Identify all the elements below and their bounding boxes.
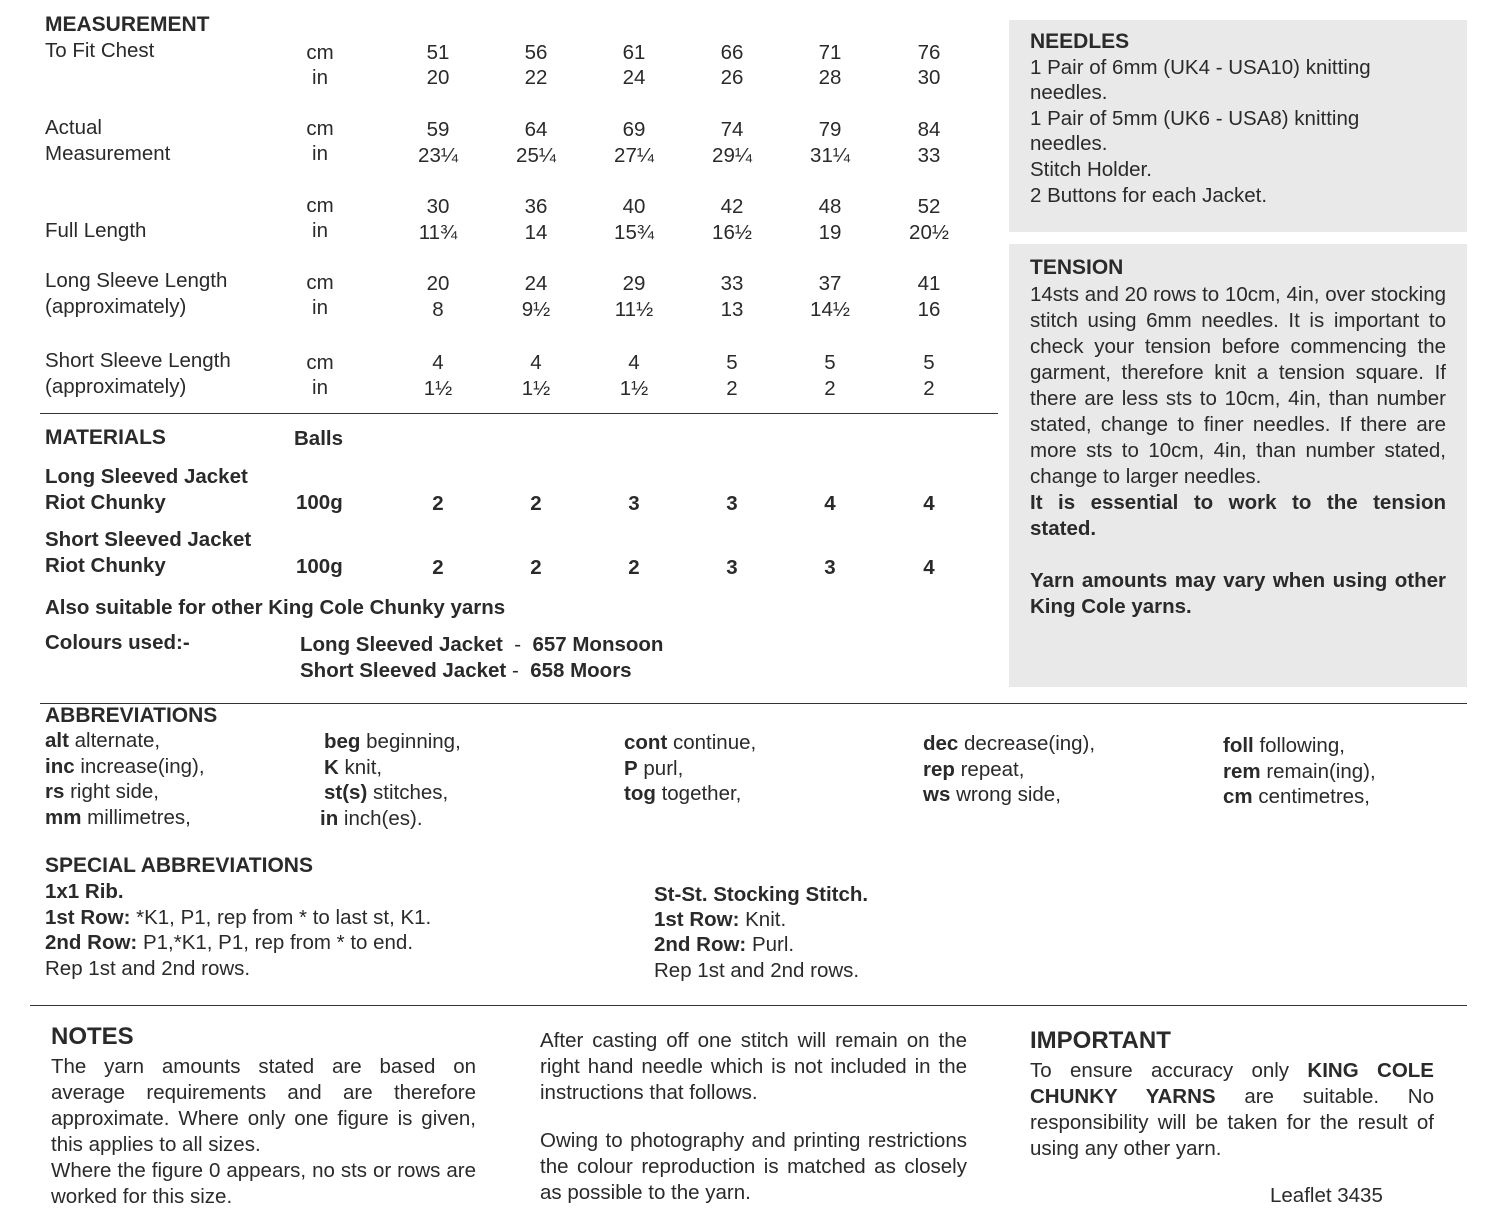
cell: 24 bbox=[622, 66, 646, 89]
material-yarn: Riot Chunky bbox=[45, 491, 166, 514]
cell: 4 bbox=[530, 351, 542, 374]
abbreviation-item: P purl, bbox=[624, 756, 684, 780]
needles-line: 1 Pair of 5mm (UK6 - USA8) knitting bbox=[1030, 107, 1360, 130]
cell: 2 bbox=[824, 377, 836, 400]
unit-cm: cm bbox=[306, 271, 334, 294]
cell: 22 bbox=[524, 66, 548, 89]
row-label: Short Sleeve Length bbox=[45, 349, 231, 372]
abbreviation-item: tog together, bbox=[624, 782, 742, 805]
leaflet-number: Leaflet 3435 bbox=[1270, 1184, 1383, 1207]
stst-title: St-St. Stocking Stitch. bbox=[654, 883, 869, 906]
unit-cm: cm bbox=[306, 194, 334, 217]
cell: 74 bbox=[720, 118, 744, 141]
cell: 27¼ bbox=[614, 144, 654, 167]
divider bbox=[30, 1005, 1467, 1006]
unit-in: in bbox=[312, 142, 328, 165]
rib-repeat: Rep 1st and 2nd rows. bbox=[45, 957, 251, 980]
unit-in: in bbox=[312, 296, 328, 319]
stst-repeat: Rep 1st and 2nd rows. bbox=[654, 959, 860, 982]
unit-in: in bbox=[312, 219, 328, 242]
cell: 1½ bbox=[521, 377, 551, 400]
cell: 84 bbox=[917, 118, 941, 141]
cell: 5 bbox=[923, 351, 935, 374]
tension-yarn-note: Yarn amounts may vary when using other King Cole yarns. bbox=[1030, 569, 1446, 618]
cell: 61 bbox=[622, 41, 646, 64]
brand-name: KING COLE CHUNKY YARNS bbox=[1030, 1059, 1434, 1108]
balls-label: Balls bbox=[294, 427, 343, 450]
cell: 14 bbox=[524, 221, 548, 244]
balls-cell: 4 bbox=[923, 556, 935, 579]
notes-paragraph: After casting off one stitch will remain on the right hand needle which is not included in the instructions that follows. bbox=[540, 1029, 967, 1104]
cell: 14½ bbox=[810, 298, 850, 321]
cell: 9½ bbox=[521, 298, 551, 321]
balls-cell: 2 bbox=[432, 492, 444, 515]
unit-cm: cm bbox=[306, 351, 334, 374]
cell: 33 bbox=[720, 272, 744, 295]
cell: 66 bbox=[720, 41, 744, 64]
material-name: Short Sleeved Jacket bbox=[45, 528, 252, 551]
balls-cell: 3 bbox=[726, 492, 738, 515]
abbreviation-item: foll following, bbox=[1223, 734, 1345, 757]
cell: 42 bbox=[720, 195, 744, 218]
cell: 5 bbox=[824, 351, 836, 374]
stst-row-1: 1st Row: Knit. bbox=[654, 908, 787, 931]
cell: 79 bbox=[818, 118, 842, 141]
materials-heading: MATERIALS bbox=[45, 426, 166, 449]
cell: 1½ bbox=[423, 377, 453, 400]
balls-cell: 3 bbox=[824, 556, 836, 579]
cell: 28 bbox=[818, 66, 842, 89]
balls-cell: 2 bbox=[530, 492, 542, 515]
cell: 29¼ bbox=[712, 144, 752, 167]
cell: 15¾ bbox=[614, 221, 654, 244]
cell: 33 bbox=[917, 144, 941, 167]
cell: 59 bbox=[426, 118, 450, 141]
cell: 56 bbox=[524, 41, 548, 64]
colour-separator: - bbox=[514, 633, 522, 656]
abbreviations-column bbox=[923, 731, 1095, 808]
balls-cell: 2 bbox=[432, 556, 444, 579]
abbreviation-item: ws wrong side, bbox=[923, 783, 1061, 806]
rib-title: 1x1 Rib. bbox=[45, 880, 124, 903]
row-label: Full Length bbox=[45, 219, 147, 242]
abbreviation-item: inc increase(ing), bbox=[45, 754, 205, 778]
material-yarn: Riot Chunky bbox=[45, 554, 166, 577]
cell: 26 bbox=[720, 66, 744, 89]
cell: 13 bbox=[720, 298, 744, 321]
abbreviation-item: K knit, bbox=[324, 755, 383, 779]
cell: 11½ bbox=[614, 298, 654, 321]
cell: 19 bbox=[818, 221, 842, 244]
cell: 41 bbox=[917, 272, 941, 295]
needles-heading: NEEDLES bbox=[1030, 30, 1130, 53]
measurement-heading: MEASUREMENT bbox=[45, 13, 210, 36]
abbreviation-item: beg beginning, bbox=[324, 730, 461, 753]
colour-garment: Short Sleeved Jacket bbox=[300, 659, 507, 682]
needles-line: Stitch Holder. bbox=[1030, 158, 1152, 181]
row-label: (approximately) bbox=[45, 295, 187, 318]
cell: 23¼ bbox=[418, 144, 458, 167]
stst-row-2: 2nd Row: Purl. bbox=[654, 933, 795, 956]
tension-heading: TENSION bbox=[1030, 256, 1124, 279]
also-suitable-note: Also suitable for other King Cole Chunky yarns bbox=[45, 596, 506, 619]
balls-cell: 4 bbox=[824, 492, 836, 515]
important-text: To ensure accuracy only KING COLE CHUNKY YARNS are suitable. No responsibility will be taken for the result of using any other yarn. bbox=[1030, 1059, 1434, 1160]
cell: 25¼ bbox=[516, 144, 556, 167]
cell: 29 bbox=[622, 272, 646, 295]
abbreviations-column bbox=[320, 729, 461, 831]
cell: 1½ bbox=[619, 377, 649, 400]
balls-cell: 3 bbox=[628, 492, 640, 515]
needles-line: 1 Pair of 6mm (UK4 - USA10) knitting bbox=[1030, 56, 1371, 79]
cell: 36 bbox=[524, 195, 548, 218]
colour-line bbox=[300, 658, 632, 684]
balls-cell: 2 bbox=[530, 556, 542, 579]
colour-name: 657 Monsoon bbox=[532, 633, 664, 656]
cell: 64 bbox=[524, 118, 548, 141]
cell: 37 bbox=[818, 272, 842, 295]
unit-cm: cm bbox=[306, 117, 334, 140]
needles-line: needles. bbox=[1030, 132, 1108, 155]
abbreviations-column bbox=[45, 728, 205, 830]
cell: 31¼ bbox=[810, 144, 850, 167]
cell: 52 bbox=[917, 195, 941, 218]
row-label: To Fit Chest bbox=[45, 39, 155, 62]
tension-body: 14sts and 20 rows to 10cm, 4in, over stocking stitch using 6mm needles. It is important to check your tension before commencing the garment, therefore knit a tension square. If there are less sts to 10cm, 4in, than number stated, change to finer needles. If there are more sts to 10cm, 4in, than number stated, change to larger needles. bbox=[1030, 283, 1446, 488]
colour-name: 658 Moors bbox=[530, 659, 632, 682]
cell: 11¾ bbox=[418, 221, 458, 244]
important-heading: IMPORTANT bbox=[1030, 1027, 1171, 1054]
abbreviation-item: cont continue, bbox=[624, 731, 757, 754]
notes-paragraph: Owing to photography and printing restrictions the colour reproduction is matched as closely as possible to the yarn. bbox=[540, 1129, 967, 1204]
row-label: (approximately) bbox=[45, 375, 187, 398]
cell: 16 bbox=[917, 298, 941, 321]
balls-cell: 4 bbox=[923, 492, 935, 515]
cell: 40 bbox=[622, 195, 646, 218]
needles-line: 2 Buttons for each Jacket. bbox=[1030, 184, 1268, 207]
rib-row-2: 2nd Row: P1,*K1, P1, rep from * to end. bbox=[45, 931, 414, 954]
abbreviation-item: rem remain(ing), bbox=[1223, 759, 1376, 783]
special-abbreviations-heading: SPECIAL ABBREVIATIONS bbox=[45, 854, 313, 877]
row-label: Actual bbox=[45, 116, 102, 139]
notes-column-middle bbox=[540, 1028, 967, 1206]
cell: 4 bbox=[432, 351, 444, 374]
cell: 20½ bbox=[909, 221, 949, 244]
material-weight: 100g bbox=[296, 555, 343, 578]
cell: 30 bbox=[917, 66, 941, 89]
colour-line bbox=[300, 632, 663, 658]
unit-in: in bbox=[312, 376, 328, 399]
material-name: Long Sleeved Jacket bbox=[45, 465, 248, 488]
unit-in: in bbox=[312, 66, 328, 89]
rib-row-1: 1st Row: *K1, P1, rep from * to last st, K1. bbox=[45, 906, 432, 929]
abbreviations-heading: ABBREVIATIONS bbox=[45, 704, 218, 727]
cell: 71 bbox=[818, 41, 842, 64]
divider bbox=[40, 413, 998, 414]
cell: 30 bbox=[426, 195, 450, 218]
notes-heading: NOTES bbox=[51, 1023, 134, 1050]
abbreviation-item: in inch(es). bbox=[320, 806, 423, 830]
abbreviation-item: st(s) stitches, bbox=[324, 781, 449, 804]
notes-column-left bbox=[51, 1054, 476, 1210]
abbreviations-column bbox=[1223, 733, 1376, 810]
cell: 48 bbox=[818, 195, 842, 218]
colours-label: Colours used:- bbox=[45, 631, 190, 654]
row-label: Measurement bbox=[45, 142, 171, 165]
cell: 2 bbox=[726, 377, 738, 400]
notes-paragraph: The yarn amounts stated are based on average requirements and are therefore approximate. Where only one figure is given, this applies to all sizes. bbox=[51, 1055, 476, 1156]
material-weight: 100g bbox=[296, 491, 343, 514]
balls-cell: 2 bbox=[628, 556, 640, 579]
cell: 2 bbox=[923, 377, 935, 400]
divider bbox=[40, 703, 1467, 704]
cell: 4 bbox=[628, 351, 640, 374]
colour-garment: Long Sleeved Jacket bbox=[300, 633, 503, 656]
abbreviation-item: cm centimetres, bbox=[1223, 785, 1370, 808]
cell: 24 bbox=[524, 272, 548, 295]
colour-separator: - bbox=[511, 659, 519, 682]
cell: 76 bbox=[917, 41, 941, 64]
needles-line: needles. bbox=[1030, 81, 1108, 104]
balls-cell: 3 bbox=[726, 556, 738, 579]
cell: 5 bbox=[726, 351, 738, 374]
abbreviation-item: rep repeat, bbox=[923, 757, 1025, 781]
abbreviations-column bbox=[624, 730, 756, 807]
abbreviation-item: dec decrease(ing), bbox=[923, 732, 1096, 755]
unit-cm: cm bbox=[306, 41, 334, 64]
cell: 51 bbox=[426, 41, 450, 64]
cell: 20 bbox=[426, 66, 450, 89]
abbreviation-item: mm millimetres, bbox=[45, 805, 191, 829]
tension-text bbox=[1030, 282, 1446, 620]
cell: 16½ bbox=[712, 221, 752, 244]
abbreviation-item: alt alternate, bbox=[45, 729, 161, 752]
cell: 8 bbox=[432, 298, 444, 321]
cell: 20 bbox=[426, 272, 450, 295]
abbreviation-item: rs right side, bbox=[45, 780, 159, 803]
notes-paragraph: Where the figure 0 appears, no sts or rows are worked for this size. bbox=[51, 1159, 476, 1208]
tension-essential: It is essential to work to the tension stated. bbox=[1030, 491, 1446, 540]
row-label: Long Sleeve Length bbox=[45, 269, 228, 292]
cell: 69 bbox=[622, 118, 646, 141]
